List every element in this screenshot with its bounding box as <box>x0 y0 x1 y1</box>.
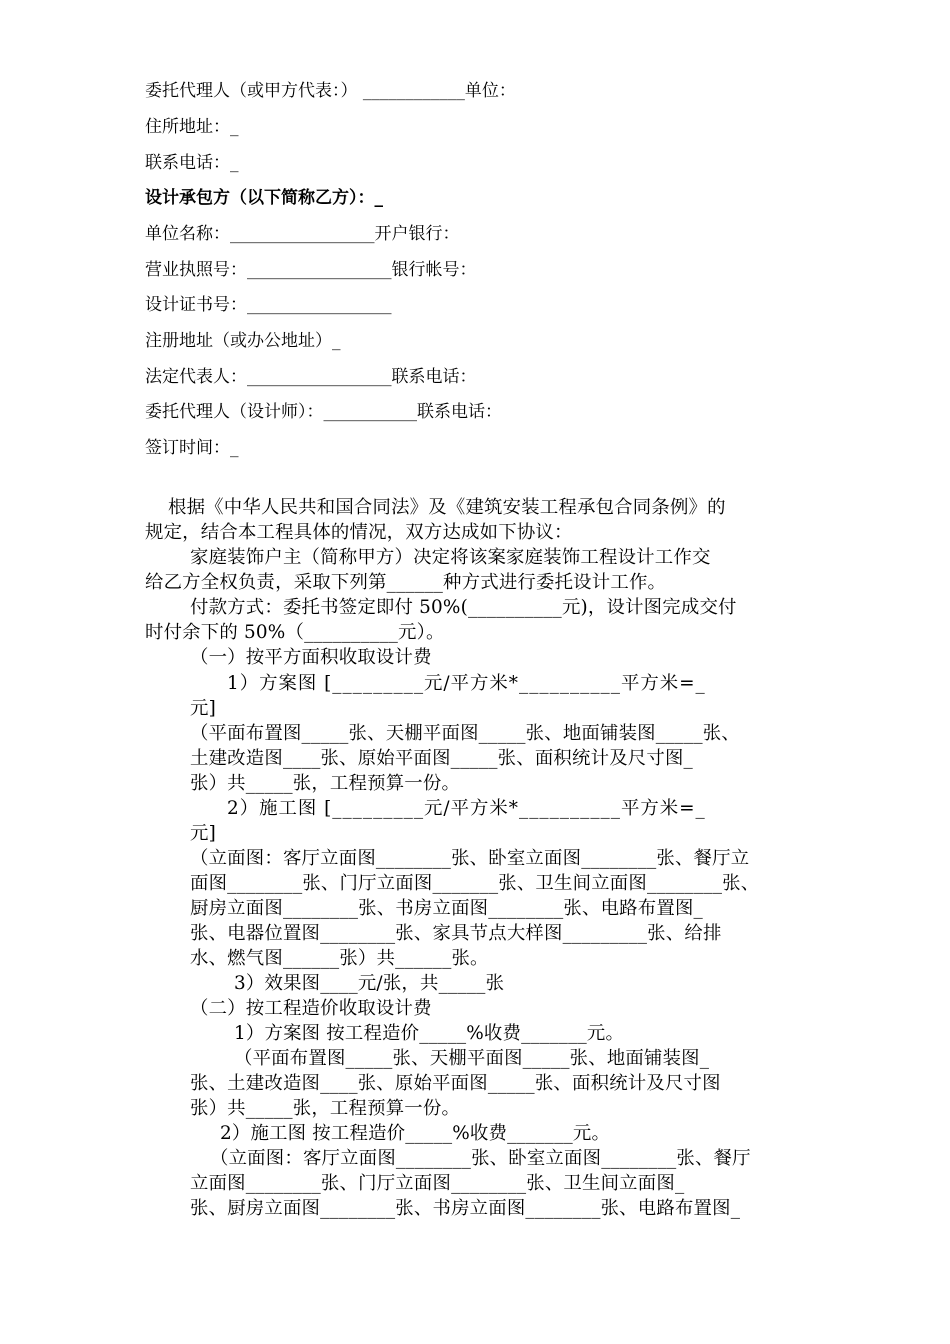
body-line: （立面图：客厅立面图________张、卧室立面图________张、餐厅立 <box>190 848 750 869</box>
body-line: 付款方式：委托书签定即付 50%(__________元)，设计图完成交付 <box>190 597 737 618</box>
body-line: 规定，结合本工程具体的情况，双方达成如下协议： <box>145 522 573 543</box>
section-heading-by-area: （一）按平方面积收取设计费 <box>190 647 432 668</box>
body-line: 面图________张、门厅立面图_______张、卫生间立面图________张、 <box>190 873 760 894</box>
field-design-certificate: 设计证书号：_________________ <box>145 295 392 315</box>
body-line: 2）施工图 按工程造价_____%收费_______元。 <box>220 1123 611 1144</box>
body-line: 3）效果图____元/张，共_____张 <box>234 973 505 994</box>
body-line: 张）共_____张，工程预算一份。 <box>190 773 461 794</box>
body-line: 元] <box>190 698 216 719</box>
body-line: 根据《中华人民共和国合同法》及《建筑安装工程承包合同条例》的 <box>168 497 726 518</box>
body-line: 张、土建改造图____张、原始平面图_____张、面积统计及尺寸图 <box>190 1073 721 1094</box>
body-line: （平面布置图_____张、天棚平面图_____张、地面铺装图_____张、 <box>190 723 740 744</box>
field-signing-date: 签订时间：_ <box>145 438 239 458</box>
body-line: 厨房立面图________张、书房立面图________张、电路布置图_ <box>190 898 703 919</box>
body-line: （平面布置图_____张、天棚平面图_____张、地面铺装图_ <box>234 1048 710 1069</box>
body-line: （立面图：客厅立面图________张、卧室立面图________张、餐厅 <box>210 1148 751 1169</box>
field-registered-address: 注册地址（或办公地址）_ <box>145 331 341 351</box>
body-line: 土建改造图____张、原始平面图_____张、面积统计及尺寸图_ <box>190 748 693 769</box>
body-line: 给乙方全权负责，采取下列第______种方式进行委托设计工作。 <box>145 572 667 593</box>
body-line: 时付余下的 50%（__________元）。 <box>145 622 445 643</box>
body-line: 张、电器位置图________张、家具节点大样图_________张、给排 <box>190 923 722 944</box>
section-heading-by-cost: （二）按工程造价收取设计费 <box>190 998 432 1019</box>
body-line: 立面图________张、门厅立面图________张、卫生间立面图_ <box>190 1173 685 1194</box>
body-line: 家庭装饰户主（简称甲方）决定将该案家庭装饰工程设计工作交 <box>190 547 711 568</box>
field-company-name: 单位名称：_________________开户银行： <box>145 224 460 244</box>
field-phone: 联系电话：_ <box>145 153 239 173</box>
body-line: 元] <box>190 823 216 844</box>
field-legal-representative: 法定代表人：_________________联系电话： <box>145 367 477 387</box>
field-designer-agent: 委托代理人（设计师）：___________联系电话： <box>145 402 502 422</box>
body-line: 张）共_____张，工程预算一份。 <box>190 1098 461 1119</box>
field-client-agent: 委托代理人（或甲方代表：） ____________单位： <box>145 81 516 101</box>
field-address: 住所地址：_ <box>145 117 239 137</box>
body-line: 水、燃气图______张）共______张。 <box>190 948 489 969</box>
field-business-license: 营业执照号：_________________银行帐号： <box>145 260 477 280</box>
body-line: 1）方案图 [_________元/平方米*__________平方米=_ <box>227 673 706 694</box>
section-heading-party-b: 设计承包方（以下简称乙方）：_ <box>145 188 383 208</box>
body-line: 1）方案图 按工程造价_____%收费_______元。 <box>234 1023 625 1044</box>
body-line: 张、厨房立面图________张、书房立面图________张、电路布置图_ <box>190 1198 741 1219</box>
body-line: 2）施工图 [_________元/平方米*__________平方米=_ <box>227 798 706 819</box>
